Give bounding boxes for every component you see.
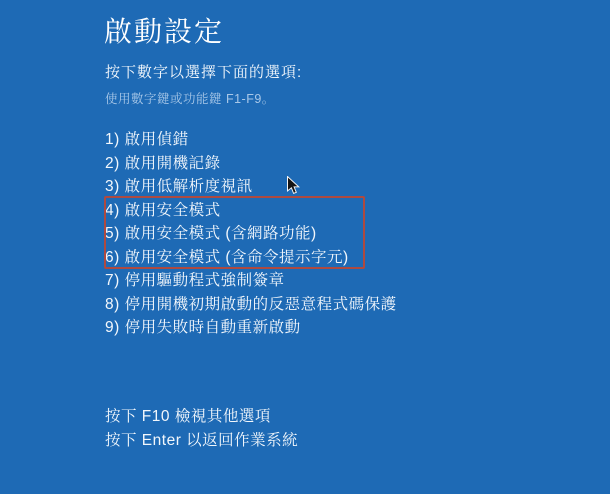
option-enable-safe-mode-command-prompt[interactable]: 6) 啟用安全模式 (含命令提示字元) — [105, 248, 349, 266]
startup-options-list — [105, 128, 397, 340]
option-enable-safe-mode[interactable]: 4) 啟用安全模式 — [105, 201, 221, 219]
instruction-text: 按下數字以選擇下面的選項: — [105, 64, 303, 81]
option-disable-auto-restart[interactable]: 9) 停用失敗時自動重新啟動 — [105, 319, 301, 336]
footer-more-options-text: 按下 F10 檢視其他選項 — [105, 408, 271, 425]
option-disable-driver-signature[interactable]: 7) 停用驅動程式強制簽章 — [105, 272, 285, 289]
option-enable-boot-logging[interactable]: 2) 啟用開機記錄 — [105, 154, 221, 172]
footer-return-os-text: 按下 Enter 以返回作業系統 — [105, 431, 299, 449]
option-enable-low-res-video[interactable]: 3) 啟用低解析度視訊 — [105, 178, 253, 195]
page-title: 啟動設定 — [104, 16, 225, 47]
option-enable-safe-mode-networking[interactable]: 5) 啟用安全模式 (含網路功能) — [105, 225, 317, 242]
footer-instructions — [105, 405, 298, 452]
option-disable-early-antimalware[interactable]: 8) 停用開機初期啟動的反惡意程式碼保護 — [105, 295, 397, 313]
keys-hint-text: 使用數字鍵或功能鍵 F1-F9。 — [105, 92, 275, 106]
option-enable-debugging[interactable]: 1) 啟用偵錯 — [105, 131, 189, 148]
